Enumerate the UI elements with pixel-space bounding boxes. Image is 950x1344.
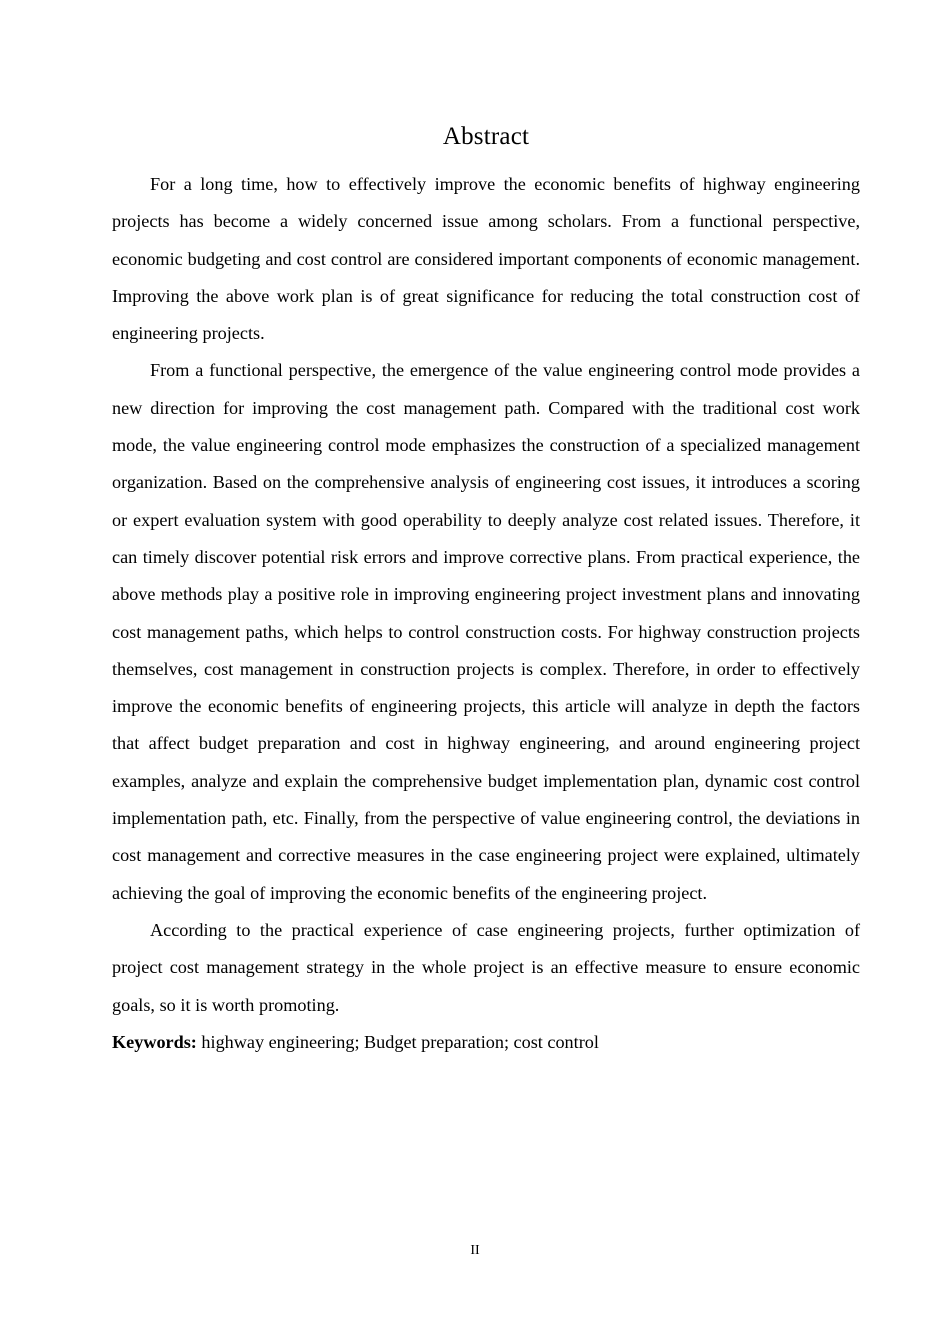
abstract-paragraph-2: From a functional perspective, the emergence of the value engineering control mode provides a new direction for improving the cost management path. Compared with the traditional cost work mode, the value engineering control mode emphasizes the construction of a specialized management organization. Based on the comprehensive analysis of engineering cost issues, it introduces a scoring or expert evaluation system with good operability to deeply analyze cost related issues. Therefore, it can timely discover potential risk errors and improve corrective plans. From practical experience, the above methods play a positive role in improving engineering project investment plans and innovating cost management paths, which helps to control construction costs. For highway construction projects themselves, cost management in construction projects is complex. Therefore, in order to effectively improve the economic benefits of engineering projects, this article will analyze in depth the factors that affect budget preparation and cost in highway engineering, and around engineering project examples, analyze and explain the comprehensive budget implementation plan, dynamic cost control implementation path, etc. Finally, from the perspective of value engineering control, the deviations in cost management and corrective measures in the case engineering project were explained, ultimately achieving the goal of improving the economic benefits of the engineering project. bbox=[112, 360, 860, 903]
keywords-line bbox=[112, 1024, 860, 1061]
page-content-area bbox=[112, 118, 860, 1061]
abstract-paragraph-1: For a long time, how to effectively improve the economic benefits of highway engineering projects has become a widely concerned issue among scholars. From a functional perspective, economic budgeting and cost control are considered important components of economic management. Improving the above work plan is of great significance for reducing the total construction cost of engineering projects. bbox=[112, 174, 860, 344]
keywords-label: Keywords: bbox=[112, 1031, 197, 1052]
keywords-value: highway engineering; Budget preparation; cost control bbox=[196, 1031, 599, 1052]
page-title: Abstract bbox=[442, 123, 530, 150]
page-number: II bbox=[470, 1243, 480, 1258]
abstract-paragraph-3: According to the practical experience of case engineering projects, further optimization of project cost management strategy in the whole project is an effective measure to ensure economic goals, so it is worth promoting. bbox=[112, 919, 860, 1015]
